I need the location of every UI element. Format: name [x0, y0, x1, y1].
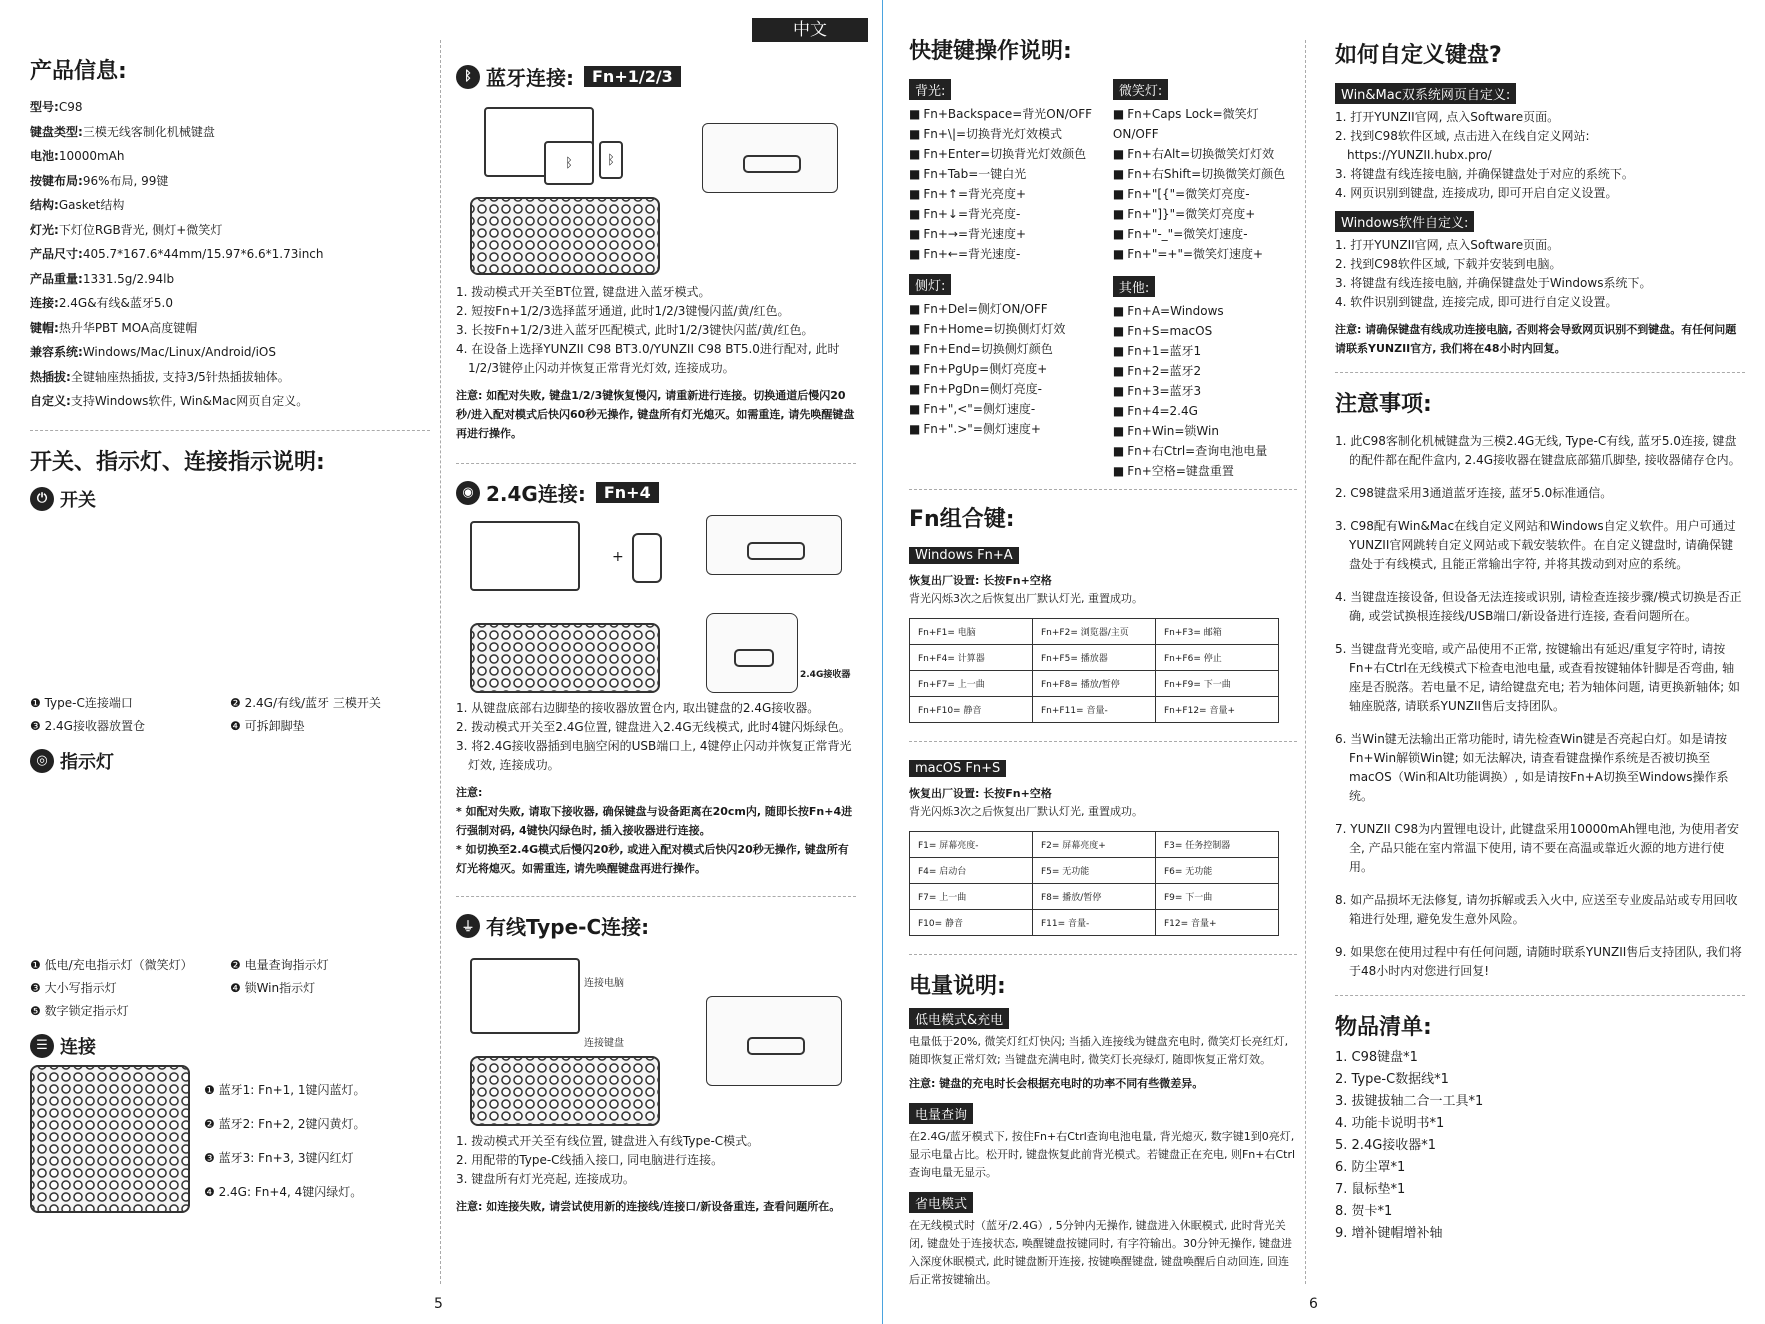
spec-row [30, 242, 430, 267]
table-cell: F11= 音量- [1033, 910, 1156, 936]
packing-title: 物品清单: [1335, 1015, 1432, 1040]
table-cell: Fn+F8= 播放/暂停 [1033, 671, 1156, 697]
receiver-label: 2.4G接收器 [800, 670, 851, 680]
spec-row [30, 144, 430, 169]
spec-row [30, 291, 430, 316]
power-heading [30, 486, 430, 512]
backlight-tag: 背光: [909, 79, 951, 100]
bluetooth-combo: Fn+1/2/3 [584, 66, 681, 87]
packing-item: 5. 2.4G接收器*1 [1335, 1138, 1437, 1153]
legend-item: ❸ 2.4G接收器放置仓 [30, 718, 145, 733]
step-item: https://YUNZII.hubx.pro/ [1335, 148, 1492, 162]
step-item: 2. 用配带的Type-C线插入接口, 同电脑进行连接。 [456, 1153, 724, 1167]
save-text: 在无线模式时（蓝牙/2.4G）, 5分钟内无操作, 键盘进入休眠模式, 此时背光关闭, 键盘处于连接状态, 唤醒键盘按键同时, 有字符输出。30分钟无操作, 键盘进入深度休眠模式, 此时键盘断开连接, 按键唤醒键盘, 键盘唤醒后自动回连, 回连后正常按键输出。 [909, 1219, 1292, 1286]
win-reset-desc: 背光闪烁3次之后恢复出厂默认灯光, 重置成功。 [909, 592, 1143, 605]
table-cell: F4= 启动台 [910, 858, 1033, 884]
label-connect-pc: 连接电脑 [584, 978, 624, 989]
packing-list [1335, 1047, 1745, 1245]
shortcut-item: ■ Fn+".>"=侧灯速度+ [909, 419, 1107, 439]
step-item: 1. 打开YUNZII官网, 点入Software页面。 [1335, 110, 1560, 124]
page-number: 5 [434, 1296, 443, 1312]
table-cell: Fn+F11= 音量- [1033, 697, 1156, 723]
wired-note: 注意: 如连接失败, 请尝试使用新的连接线/连接口/新设备重连, 查看问题所在。 [456, 1200, 841, 1213]
connect-item: ❸ 蓝牙3: Fn+3, 3键闪红灯 [204, 1150, 354, 1165]
g24-combo: Fn+4 [596, 482, 659, 503]
mac-reset-desc: 背光闪烁3次之后恢复出厂默认灯光, 重置成功。 [909, 805, 1143, 818]
power-illustration-area [30, 518, 430, 688]
spec-key: 热插拔: [30, 369, 71, 384]
shortcut-item: ■ Fn+Home=切换侧灯灯效 [909, 319, 1107, 339]
table-cell: F5= 无功能 [1033, 858, 1156, 884]
low-power-tag: 低电模式&充电 [909, 1008, 1009, 1029]
spec-value: Windows/Mac/Linux/Android/iOS [82, 345, 276, 359]
legend-item: ❹ 锁Win指示灯 [230, 980, 316, 995]
shortcut-item: ■ Fn+Backspace=背光ON/OFF [909, 104, 1107, 124]
table-cell: F10= 静音 [910, 910, 1033, 936]
spec-key: 连接: [30, 296, 59, 310]
power-title: 开关 [60, 489, 96, 511]
query-text: 在2.4G/蓝牙模式下, 按住Fn+右Ctrl查询电池电量, 背光熄灭, 数字键1到0亮灯, 显示电量占比。松开时, 键盘恢复此前背光模式。若键盘正在充电, 则Fn+右Ctrl查询电量无显示。 [909, 1130, 1296, 1179]
switch-detail [706, 515, 842, 575]
legend-item: ❷ 电量查询指示灯 [230, 957, 329, 972]
legend-item: ❺ 数字锁定指示灯 [30, 1003, 129, 1018]
toggle-icon: ⏻ [30, 487, 54, 511]
bluetooth-illustration [456, 97, 856, 277]
shortcut-item: ■ Fn+右Alt=切换微笑灯灯效 [1113, 144, 1297, 164]
wired-heading [456, 911, 856, 940]
connect-item: ❹ 2.4G: Fn+4, 4键闪绿灯。 [204, 1184, 363, 1199]
shortcut-column [909, 34, 1297, 1324]
packing-item: 7. 鼠标垫*1 [1335, 1182, 1406, 1197]
table-row [910, 697, 1279, 723]
switch-detail [702, 123, 838, 193]
g24-illustration [456, 513, 856, 693]
bluetooth-title: 蓝牙连接: [486, 66, 574, 90]
table-cell: F9= 下一曲 [1156, 884, 1279, 910]
spec-value: 支持Windows软件, Win&Mac网页自定义。 [70, 394, 309, 408]
connect-item: ❶ 蓝牙1: Fn+1, 1键闪蓝灯。 [204, 1082, 366, 1097]
shortcut-item: ■ Fn+"]}"=微笑灯亮度+ [1113, 204, 1297, 224]
table-cell: F8= 播放/暂停 [1033, 884, 1156, 910]
shortcut-item: ■ Fn+Caps Lock=微笑灯ON/OFF [1113, 104, 1297, 144]
shortcut-item: ■ Fn+PgUp=侧灯亮度+ [909, 359, 1107, 379]
g24-heading [456, 478, 856, 507]
page-number: 6 [1309, 1296, 1318, 1312]
caution-item: 7. YUNZII C98为内置锂电设计, 此键盘采用10000mAh锂电池, 为使用者安全, 产品只能在室内常温下使用, 请不要在高温或靠近火源的地方进行使用。 [1335, 822, 1740, 874]
win-reset-title: 恢复出厂设置: 长按Fn+空格 [909, 574, 1052, 587]
backlight-list [909, 104, 1107, 264]
step-item: 3. 将2.4G接收器插到电脑空闲的USB端口上, 4键停止闪动并恢复正常背光 [456, 739, 852, 753]
shortcut-item: ■ Fn+2=蓝牙2 [1113, 361, 1297, 381]
sidelight-list [909, 299, 1107, 439]
power-info-title: 电量说明: [909, 974, 1006, 999]
connect-item: ❷ 蓝牙2: Fn+2, 2键闪黄灯。 [204, 1116, 366, 1131]
spec-key: 自定义: [30, 394, 71, 408]
custom-column [1335, 38, 1745, 1324]
save-tag: 省电模式 [909, 1192, 973, 1213]
table-row [910, 832, 1279, 858]
step-item: 3. 长按Fn+1/2/3进入蓝牙匹配模式, 此时1/2/3键快闪蓝/黄/红色。 [456, 323, 814, 337]
wireless-icon: ◉ [456, 481, 480, 505]
spec-value: C98 [58, 100, 83, 114]
phone-bluetooth-icon: ᛒ [599, 141, 623, 179]
shortcut-item: ■ Fn+4=2.4G [1113, 401, 1297, 421]
indicator-icon: ◎ [30, 749, 54, 773]
plus-sign: + [612, 549, 624, 565]
table-row [910, 645, 1279, 671]
caution-item: 9. 如果您在使用过程中有任何问题, 请随时联系YUNZII售后支持团队, 我们将于48小时内对您进行回复! [1335, 945, 1742, 978]
shortcut-item: ■ Fn+右Shift=切换微笑灯颜色 [1113, 164, 1297, 184]
table-cell: F1= 屏幕亮度- [910, 832, 1033, 858]
shortcut-item: ■ Fn+↓=背光亮度- [909, 204, 1107, 224]
table-cell: F6= 无功能 [1156, 858, 1279, 884]
spec-value: 2.4G&有线&蓝牙5.0 [58, 296, 173, 310]
legend-item: ❶ 低电/充电指示灯（微笑灯） [30, 957, 193, 972]
table-cell: Fn+F2= 浏览器/主页 [1033, 619, 1156, 645]
shortcut-item: ■ Fn+"=+"=微笑灯速度+ [1113, 244, 1297, 264]
sidelight-tag: 侧灯: [909, 274, 951, 295]
note-item: * 如切换至2.4G模式后慢闪20秒, 或进入配对模式后快闪20秒无操作, 键盘所有灯光将熄灭。如需重连, 请先唤醒键盘再进行操作。 [456, 843, 849, 875]
smile-tag: 微笑灯: [1113, 79, 1168, 100]
step-item: 4. 软件识别到键盘, 连接完成, 即可进行自定义设置。 [1335, 295, 1618, 309]
indicator-title: 指示灯 [60, 751, 114, 773]
shortcut-item: ■ Fn+1=蓝牙1 [1113, 341, 1297, 361]
step-item: 2. 短按Fn+1/2/3选择蓝牙通道, 此时1/2/3键慢闪蓝/黄/红色。 [456, 304, 790, 318]
custom-note: 注意: 请确保键盘有线成功连接电脑, 否则将会导致网页识别不到键盘。有任何问题请联系YUNZII官方, 我们将在48小时内回复。 [1335, 323, 1737, 355]
g24-steps [456, 699, 856, 775]
packing-item: 3. 拔键拔轴二合一工具*1 [1335, 1094, 1484, 1109]
shortcut-item: ■ Fn+S=macOS [1113, 321, 1297, 341]
caution-list [1335, 432, 1745, 981]
step-item: 4. 网页识别到键盘, 连接成功, 即可开启自定义设置。 [1335, 186, 1618, 200]
connect-heading [30, 1033, 430, 1059]
step-item: 3. 将键盘有线连接电脑, 并确保键盘处于Windows系统下。 [1335, 276, 1652, 290]
soft-custom-steps [1335, 236, 1745, 312]
spec-key: 键盘类型: [30, 124, 83, 139]
connection-column [456, 56, 856, 1324]
shortcut-item: ■ Fn+Tab=一键白光 [909, 164, 1107, 184]
table-row [910, 671, 1279, 697]
soft-custom-tag: Windows软件自定义: [1335, 211, 1474, 232]
step-item: 4. 在设备上选择YUNZII C98 BT3.0/YUNZII C98 BT5.0进行配对, 此时 [456, 342, 840, 356]
mac-tag: macOS Fn+S [909, 760, 1006, 777]
shortcut-title: 快捷键操作说明: [909, 39, 1072, 64]
shortcut-item: ■ Fn+3=蓝牙3 [1113, 381, 1297, 401]
fn-title: Fn组合键: [909, 507, 1015, 532]
packing-item: 6. 防尘罩*1 [1335, 1160, 1406, 1175]
spec-row [30, 120, 430, 145]
table-cell: F2= 屏幕亮度+ [1033, 832, 1156, 858]
shortcut-item: ■ Fn+Win=锁Win [1113, 421, 1297, 441]
spec-value: 96%布局, 99键 [82, 173, 169, 188]
low-power-note: 注意: 键盘的充电时长会根据充电时的功率不同有些微差异。 [909, 1077, 1204, 1090]
column-divider [1305, 40, 1306, 1284]
indicator-legend [30, 956, 430, 1019]
shortcut-item: ■ Fn+\|=切换背光灯效模式 [909, 124, 1107, 144]
connect-title: 连接 [60, 1036, 96, 1058]
switch-section-title: 开关、指示灯、连接指示说明: [30, 449, 325, 475]
page-5 [0, 0, 882, 1324]
table-cell: Fn+F9= 下一曲 [1156, 671, 1279, 697]
other-list [1113, 301, 1297, 481]
table-cell: Fn+F4= 计算器 [910, 645, 1033, 671]
spec-key: 兼容系统: [30, 345, 83, 359]
windows-tag: Windows Fn+A [909, 547, 1019, 564]
table-cell: Fn+F6= 停止 [1156, 645, 1279, 671]
power-legend [30, 694, 430, 734]
bluetooth-heading [456, 62, 856, 91]
step-item: 3. 键盘所有灯光亮起, 连接成功。 [456, 1172, 635, 1186]
language-tag: 中文 [752, 18, 868, 42]
spec-value: 下灯位RGB背光, 侧灯+微笑灯 [58, 222, 223, 237]
web-custom-tag: Win&Mac双系统网页自定义: [1335, 83, 1516, 104]
step-item: 2. 找到C98软件区域, 下载并安装到电脑。 [1335, 257, 1562, 271]
cable-icon: ⏚ [456, 914, 480, 938]
bluetooth-symbol-icon: ᛒ [544, 141, 594, 185]
g24-title: 2.4G连接: [486, 482, 586, 506]
wired-title: 有线Type-C连接: [486, 915, 650, 939]
spec-list [30, 95, 430, 414]
shortcut-item: ■ Fn+PgDn=侧灯亮度- [909, 379, 1107, 399]
spec-row [30, 340, 430, 365]
spec-key: 产品重量: [30, 271, 83, 286]
caution-item: 5. 当键盘背光变暗, 或产品使用不正常, 按键输出有延迟/重复字符时, 请按Fn+右Ctrl在无线模式下检查电池电量, 或查看按键轴体针脚是否弯曲, 轴座是否脱落。若电量不足, 请给键盘充电; 若为轴体问题, 请更换新轴体; 如轴座脱落, 请联系YUNZII售后支持团队。 [1335, 642, 1740, 713]
spec-row [30, 389, 430, 414]
spec-value: 1331.5g/2.94lb [82, 271, 175, 286]
connect-list [204, 1065, 366, 1213]
product-info-title: 产品信息: [30, 59, 127, 84]
bluetooth-note: 注意: 如配对失败, 键盘1/2/3键恢复慢闪, 请重新进行连接。切换通道后慢闪20秒/进入配对模式后快闪60秒无操作, 键盘所有灯光熄灭。如需重连, 请先唤醒键盘再进行操作。 [456, 389, 855, 440]
spec-row [30, 316, 430, 341]
receiver-slot-detail [706, 613, 798, 693]
spec-key: 结构: [30, 198, 59, 212]
shortcut-item: ■ Fn+空格=键盘重置 [1113, 461, 1297, 481]
spec-value: 全键轴座热插拔, 支持3/5针热插拔轴体。 [70, 369, 290, 384]
packing-item: 2. Type-C数据线*1 [1335, 1072, 1449, 1087]
table-cell: Fn+F5= 播放器 [1033, 645, 1156, 671]
caution-item: 1. 此C98客制化机械键盘为三模2.4G无线, Type-C有线, 蓝牙5.0连接, 键盘的配件都在配件盒内, 2.4G接收器在键盘底部猫爪脚垫, 接收器储存仓内。 [1335, 434, 1741, 467]
shortcut-item: ■ Fn+←=背光速度- [909, 244, 1107, 264]
custom-title: 如何自定义键盘? [1335, 43, 1502, 68]
table-cell: Fn+F3= 邮箱 [1156, 619, 1279, 645]
caution-item: 6. 当Win键无法输出正常功能时, 请先检查Win键是否亮起白灯。如是请按Fn+Win解锁Win键; 如无法解决, 请查看键盘操作系统是否被切换至macOS（Win和Alt功能调换）, 如是请按Fn+A切换至Windows操作系统。 [1335, 732, 1729, 803]
query-tag: 电量查询 [909, 1103, 973, 1124]
spec-row [30, 365, 430, 390]
other-tag: 其他: [1113, 276, 1155, 297]
table-row [910, 910, 1279, 936]
spec-key: 产品尺寸: [30, 247, 83, 261]
spec-row [30, 267, 430, 292]
table-row [910, 858, 1279, 884]
step-item: 1. 打开YUNZII官网, 点入Software页面。 [1335, 238, 1560, 252]
packing-item: 9. 增补键帽增补轴 [1335, 1226, 1443, 1241]
table-cell: F12= 音量+ [1156, 910, 1279, 936]
port-detail [706, 996, 842, 1086]
packing-item: 4. 功能卡说明书*1 [1335, 1116, 1445, 1131]
spec-row [30, 95, 430, 120]
spec-row [30, 169, 430, 194]
bluetooth-icon: ᛒ [456, 65, 480, 89]
spec-value: 三模无线客制化机械键盘 [82, 124, 215, 139]
step-item: 灯效, 连接成功。 [456, 758, 560, 772]
wired-illustration [456, 946, 856, 1126]
spec-value: 10000mAh [58, 149, 125, 163]
caution-item: 2. C98键盘采用3通道蓝牙连接, 蓝牙5.0标准通信。 [1335, 486, 1613, 500]
spec-row [30, 193, 430, 218]
connect-icon: ☰ [30, 1034, 54, 1058]
step-item: 2. 找到C98软件区域, 点击进入在线自定义网站: [1335, 129, 1590, 143]
shortcut-item: ■ Fn+↑=背光亮度+ [909, 184, 1107, 204]
table-row [910, 884, 1279, 910]
page-6 [883, 0, 1765, 1324]
spec-value: 热升华PBT MOA高度键帽 [58, 320, 198, 335]
table-cell: Fn+F12= 音量+ [1156, 697, 1279, 723]
shortcut-item: ■ Fn+右Ctrl=查询电池电量 [1113, 441, 1297, 461]
legend-item: ❷ 2.4G/有线/蓝牙 三模开关 [230, 695, 381, 710]
step-item: 1. 从键盘底部右边脚垫的接收器放置仓内, 取出键盘的2.4G接收器。 [456, 701, 820, 715]
table-cell: F3= 任务控制器 [1156, 832, 1279, 858]
legend-item: ❸ 大小写指示灯 [30, 980, 117, 995]
spec-value: 405.7*167.6*44mm/15.97*6.6*1.73inch [82, 247, 324, 261]
caution-item: 3. C98配有Win&Mac在线自定义网站和Windows自定义软件。用户可通过YUNZII官网跳转自定义网站或下载安装软件。在自定义键盘时, 请确保键盘处于有线模式, 且能正常输出字符, 并将其拨动到对应的系统。 [1335, 519, 1736, 571]
keyboard-illustration [470, 197, 660, 275]
indicator-heading [30, 748, 430, 774]
windows-fn-table [909, 618, 1279, 723]
step-item: 2. 拨动模式开关至2.4G位置, 键盘进入2.4G无线模式, 此时4键闪烁绿色。 [456, 720, 851, 734]
table-cell: F7= 上一曲 [910, 884, 1033, 910]
shortcut-item: ■ Fn+Enter=切换背光灯效颜色 [909, 144, 1107, 164]
packing-item: 8. 贺卡*1 [1335, 1204, 1393, 1219]
caution-title: 注意事项: [1335, 392, 1432, 417]
indicator-illustration-area [30, 780, 430, 950]
g24-note-title: 注意: [456, 786, 483, 799]
g24-notes [456, 802, 856, 878]
legend-item: ❹ 可拆卸脚垫 [230, 718, 305, 733]
table-cell: Fn+F7= 上一曲 [910, 671, 1033, 697]
packing-item: 1. C98键盘*1 [1335, 1050, 1418, 1065]
spec-key: 灯光: [30, 222, 59, 237]
wired-steps [456, 1132, 856, 1189]
spec-key: 电池: [30, 149, 59, 163]
bluetooth-steps [456, 283, 856, 378]
table-cell: Fn+F10= 静音 [910, 697, 1033, 723]
spec-key: 按键布局: [30, 173, 83, 188]
column-divider [440, 40, 441, 1284]
legend-item: ❶ Type-C连接端口 [30, 695, 133, 710]
receiver-icon [632, 533, 662, 583]
spec-row [30, 218, 430, 243]
table-row [910, 619, 1279, 645]
caution-item: 8. 如产品损坏无法修复, 请勿拆解或丢入火中, 应送至专业废品站或专用回收箱进行处理, 避免发生意外风险。 [1335, 893, 1738, 926]
smile-list [1113, 104, 1297, 264]
shortcut-item: ■ Fn+→=背光速度+ [909, 224, 1107, 244]
web-custom-steps [1335, 108, 1745, 203]
keyboard-illustration [470, 623, 660, 693]
step-item: 1. 拨动模式开关至BT位置, 键盘进入蓝牙模式。 [456, 285, 711, 299]
step-item: 1/2/3键停止闪动并恢复正常背光灯效, 连接成功。 [456, 361, 735, 375]
numpad-illustration [30, 1065, 190, 1213]
shortcut-item: ■ Fn+",<"=侧灯速度- [909, 399, 1107, 419]
spec-key: 型号: [30, 100, 59, 114]
label-connect-keyboard: 连接键盘 [584, 1038, 624, 1049]
caution-item: 4. 当键盘连接设备, 但设备无法连接或识别, 请检查连接步骤/模式切换是否正确, 或尝试换根连接线/USB端口/新设备进行连接, 查看问题所在。 [1335, 590, 1742, 623]
spec-value: Gasket结构 [58, 198, 125, 212]
shortcut-item: ■ Fn+End=切换侧灯颜色 [909, 339, 1107, 359]
shortcut-item: ■ Fn+"[{"=微笑灯亮度- [1113, 184, 1297, 204]
mac-fn-table [909, 831, 1279, 936]
shortcut-item: ■ Fn+"-_"=微笑灯速度- [1113, 224, 1297, 244]
note-item: * 如配对失败, 请取下接收器, 确保键盘与设备距离在20cm内, 随即长按Fn+4进行强制对码, 4键快闪绿色时, 插入接收器进行连接。 [456, 805, 853, 837]
step-item: 1. 拨动模式开关至有线位置, 键盘进入有线Type-C模式。 [456, 1134, 760, 1148]
mac-reset-title: 恢复出厂设置: 长按Fn+空格 [909, 787, 1052, 800]
table-cell: Fn+F1= 电脑 [910, 619, 1033, 645]
spec-key: 键帽: [30, 320, 59, 335]
low-power-text: 电量低于20%, 微笑灯红灯快闪; 当插入连接线为键盘充电时, 微笑灯长亮红灯, 随即恢复正常灯效; 当键盘充满电时, 微笑灯长亮绿灯, 随即恢复正常灯效。 [909, 1035, 1289, 1066]
product-column [30, 54, 430, 1324]
keyboard-illustration [470, 1056, 660, 1126]
shortcut-item: ■ Fn+A=Windows [1113, 301, 1297, 321]
shortcut-item: ■ Fn+Del=侧灯ON/OFF [909, 299, 1107, 319]
step-item: 3. 将键盘有线连接电脑, 并确保键盘处于对应的系统下。 [1335, 167, 1634, 181]
